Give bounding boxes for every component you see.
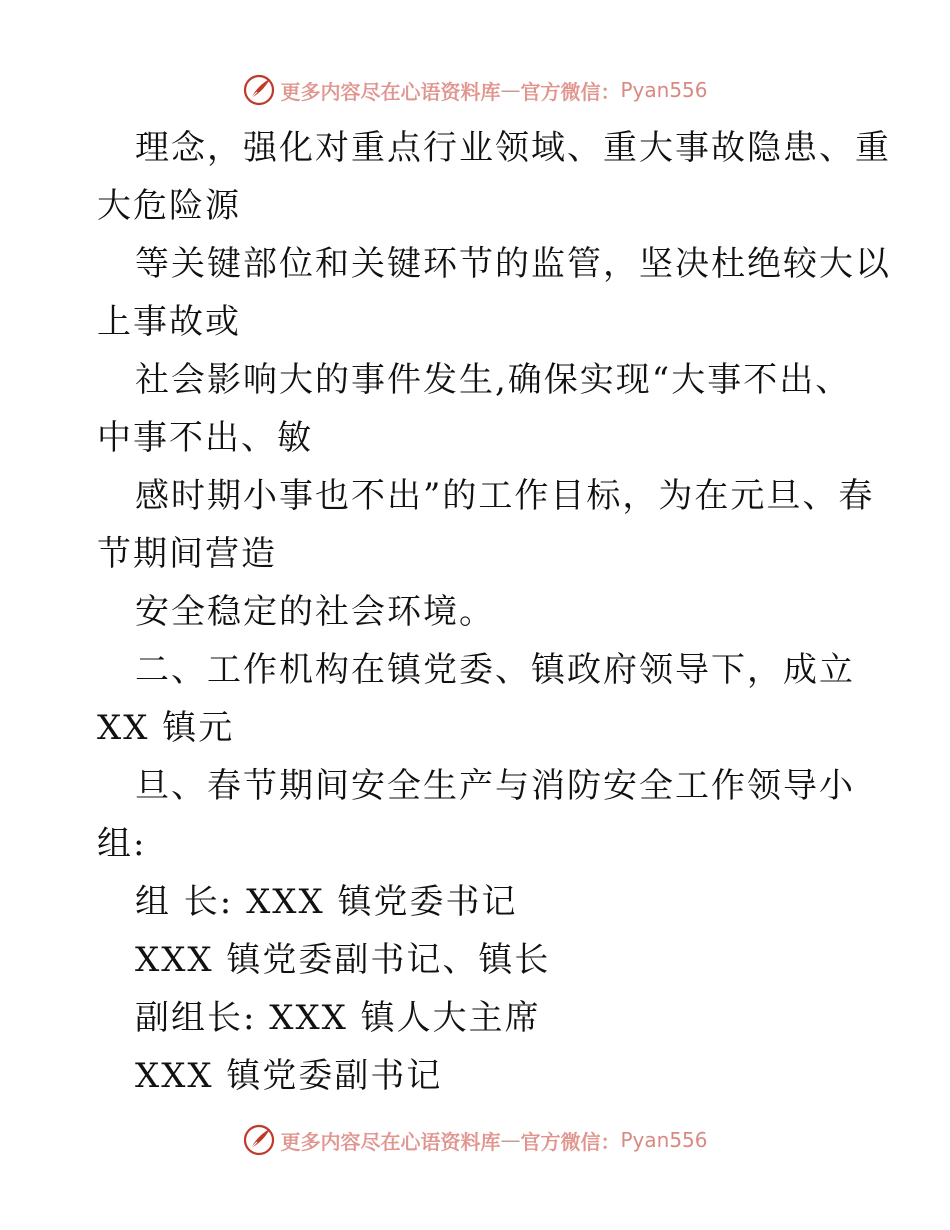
text-line: 社会影响大的事件发生,确保实现“大事不出、 [135,360,852,400]
feather-pen-logo-icon [242,73,276,107]
text-line: 安全稳定的社会环境。 [135,592,495,632]
text-line: 旦、春节期间安全生产与消防安全工作领导小 [135,766,855,806]
watermark-text: 更多内容尽在心语资料库 [280,79,501,104]
watermark-separator: — [500,1128,521,1152]
watermark-separator: — [500,78,521,102]
text-line: 中事不出、敏 [97,418,313,458]
text-line: 理念，强化对重点行业领域、重大事故隐患、重 [135,128,891,168]
header-watermark [0,70,950,110]
watermark-account-id: Pyan556 [620,1128,708,1152]
footer-watermark [0,1120,950,1160]
watermark-account-label: 官方微信： [520,1129,621,1154]
text-line: 组 长: XXX 镇党委书记 [135,882,518,922]
feather-pen-logo-icon [242,1123,276,1157]
text-line: 上事故或 [97,302,241,342]
text-line: 感时期小事也不出”的工作目标，为在元旦、春 [135,476,875,516]
text-line: XXX 镇党委副书记 [135,1056,443,1096]
text-line: 副组长: XXX 镇人大主席 [135,998,541,1038]
text-line: XX 镇元 [97,708,235,748]
text-line: 二、工作机构在镇党委、镇政府领导下，成立 [135,650,855,690]
text-line: 节期间营造 [97,534,277,574]
watermark-text: 更多内容尽在心语资料库 [280,1129,501,1154]
text-line: 大危险源 [97,186,241,226]
text-line: XXX 镇党委副书记、镇长 [135,940,551,980]
watermark-account-label: 官方微信： [520,79,621,104]
text-line: 组: [97,824,147,864]
watermark-account-id: Pyan556 [620,78,708,102]
text-line: 等关键部位和关键环节的监管，坚决杜绝较大以 [135,244,891,284]
